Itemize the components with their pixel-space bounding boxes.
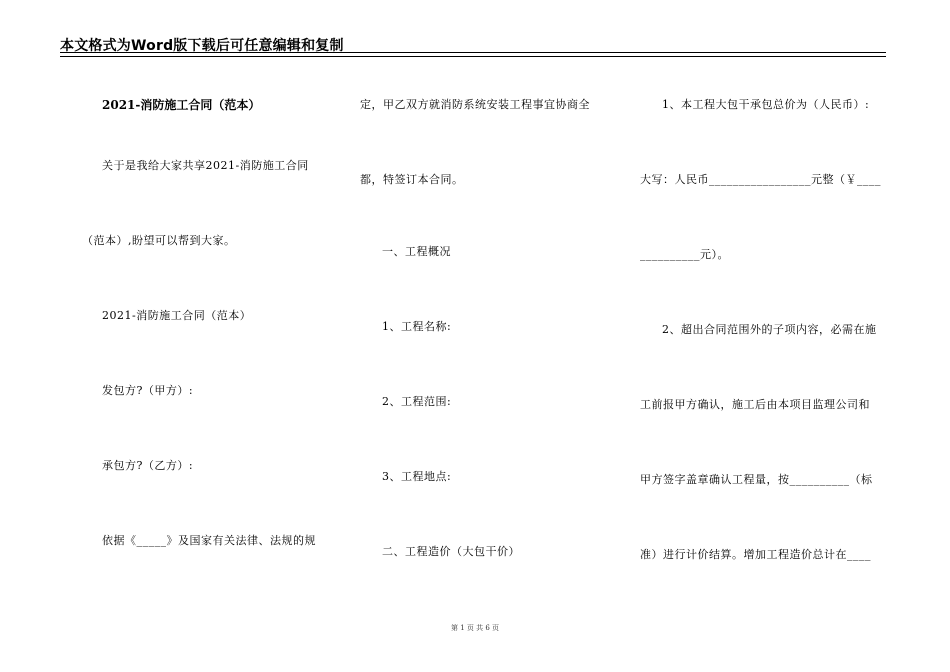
col1-line: 关于是我给大家共享2021-消防施工合同 [102, 159, 309, 172]
col1-line: 依据《_____》及国家有关法律、法规的规 [102, 534, 316, 547]
col2-line: 一、工程概况 [382, 245, 451, 258]
col3-line: 准）进行计价结算。增加工程造价总计在____ [640, 548, 871, 561]
col3-line: 大写：人民币_________________元整（￥____ [640, 173, 881, 186]
col1-line: 承包方?（乙方）: [102, 459, 194, 472]
col2-line: 都，特签订本合同。 [360, 173, 464, 186]
col3-line: 1、本工程大包干承包总价为（人民币）: [662, 98, 870, 111]
col1-line: 2021-消防施工合同（范本） [102, 309, 252, 322]
col2-line: 1、工程名称: [382, 320, 452, 333]
page-number: 第 1 页 共 6 页 [450, 624, 500, 632]
col2-line: 2、工程范围: [382, 395, 452, 408]
col3-line: 甲方签字盖章确认工程量，按__________（标 [640, 473, 873, 486]
col3-line: 工前报甲方确认，施工后由本项目监理公司和 [640, 398, 870, 411]
col1-line: （范本）,盼望可以帮到大家。 [82, 234, 236, 247]
document-title: 2021-消防施工合同（范本） [102, 98, 261, 112]
header-rule-thin [60, 52, 886, 53]
document-header: 本文格式为Word版下载后可任意编辑和复制 [60, 38, 344, 54]
col2-line: 定，甲乙双方就消防系统安装工程事宜协商全 [360, 98, 590, 111]
header-rule [60, 56, 886, 57]
col2-line: 3、工程地点: [382, 470, 452, 483]
col2-line: 二、工程造价（大包干价） [382, 545, 520, 558]
col3-line: __________元）。 [640, 248, 729, 261]
col3-line: 2、超出合同范围外的子项内容，必需在施 [662, 323, 877, 336]
col1-line: 发包方?（甲方）: [102, 384, 194, 397]
